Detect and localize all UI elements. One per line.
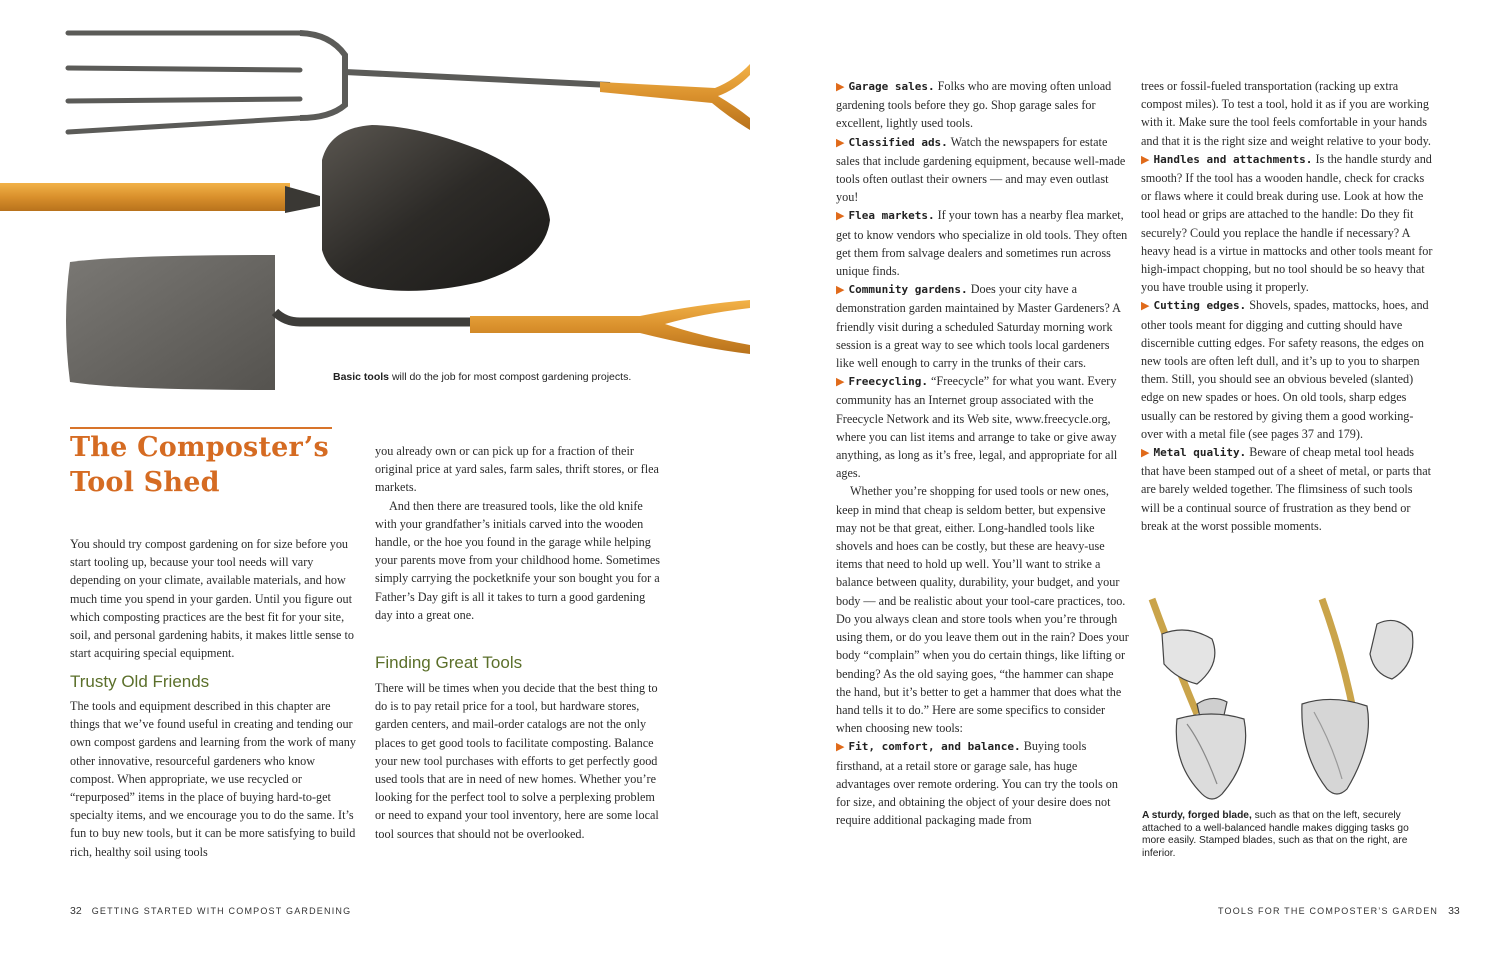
col2-paragraph-2: And then there are treasured tools, like the old knife with your grandfather’s initials carved into the wooden handle, or the hoe you found in the garage while helping your parents move from your childhood home. Sometimes simply carrying the pocketknife your son bought you for a Father’s Day gift is all it takes to turn a good gardening day into a great one. [375, 498, 661, 622]
source-community-gardens: ▶ Community gardens. Does your city have a demonstration garden maintained by Master Gardeners? A friendly visit during a scheduled Saturday morning work session is a great way to see which tools local gardeners like well enough to carry in the trunks of their cars. [836, 282, 1121, 371]
subheading-finding-great-tools: Finding Great Tools [375, 653, 523, 672]
bullet-arrow-icon: ▶ [836, 136, 845, 149]
right-folio [1218, 905, 1470, 917]
bullet-arrow-icon: ▶ [836, 741, 845, 754]
bullet-arrow-icon: ▶ [836, 376, 845, 389]
criterion-metal-quality: ▶ Metal quality. Beware of cheap metal tool heads that have been stamped out of a sheet of metal, or parts that are barely welded together. The flimsiness of such tools will be a continual source of frustration as they bend or break at the worst possible moments. [1141, 445, 1432, 533]
bullet-arrow-icon: ▶ [1141, 447, 1150, 460]
left-folio [60, 905, 351, 917]
page-number-left: 32 [70, 905, 82, 917]
page-number-right: 33 [1448, 905, 1460, 917]
bullet-arrow-icon: ▶ [836, 81, 845, 93]
title-rule [70, 427, 332, 429]
left-column-2-body [375, 679, 665, 843]
running-head-right: TOOLS FOR THE COMPOSTER’S GARDEN [1218, 906, 1439, 916]
forged-shovel-drawing [1152, 599, 1246, 799]
left-column-1-body [70, 697, 360, 861]
fit-continued: trees or fossil-fueled transportation (racking up extra compost miles). To test a tool, hold it as if you are working with it. Make sure the tool feels comfortable in your hands and that it is the right size and weight relative to your body. [1141, 79, 1431, 148]
illustration-caption: A sturdy, forged blade, such as that on the left, securely attached to a well-balanced handle makes digging tasks go more easily. Stamped blades, such as that on the right, are inferior. [1142, 810, 1409, 859]
subheading-trusty-old-friends: Trusty Old Friends [70, 672, 210, 691]
bullet-arrow-icon: ▶ [1141, 300, 1150, 313]
right-column-1 [836, 77, 1129, 829]
bullet-arrow-icon: ▶ [1141, 153, 1150, 166]
section-title: The Composter’s Tool Shed [70, 432, 329, 498]
photo-caption: Basic tools will do the job for most compost gardening projects. [333, 371, 632, 383]
running-head-left: GETTING STARTED WITH COMPOST GARDENING [91, 906, 352, 916]
source-flea-markets: ▶ Flea markets. If your town has a nearby flea market, get to know vendors who specialize in old tools. They often get them from salvage dealers and sometimes run across unique finds. [836, 208, 1128, 279]
right-page [750, 0, 1500, 958]
criterion-handles: ▶ Handles and attachments. Is the handle sturdy and smooth? If the tool has a wooden handle, check for cracks or flaws where it could break during use. Look at how the tool head or grips are attached to the handle: Do they fit securely? Could you replace the handle if necessary? A heavy head is a virtue in mattocks and other tools meant for high-impact chopping, but no tool should be so heavy that you have trouble using it properly. [1141, 151, 1433, 295]
source-classified-ads: ▶ Classified ads. Watch the newspapers for estate sales that include gardening equipment, because well-made tools often outlast their owners — and may even outlast you! [836, 134, 1126, 205]
fork-image [68, 33, 750, 132]
shovel-blades-illustration [1142, 594, 1442, 809]
choosing-paragraph: Whether you’re shopping for used tools or new ones, keep in mind that cheap is seldom better, but expensive may not be that great, either. Long-handled tools like shovels and hoes can be costly, but these are heavy-use items that need to hold up well. You’ll want to strike a balance between quality, durability, your budget, and your body — and be realistic about your tool-care practices, too. Do you always clean and store tools when you’re through using them, or do you leave them out in the rain? Does your body “complain” when you do certain things, like lifting or bending? As the old saying goes, “the hammer can shape the hand, but it’s better to get a hammer that does what the hand tells it to do.” Here are some specifics to consider when choosing new tools: [836, 484, 1129, 736]
intro-paragraph: You should try compost gardening on for size before you start tooling up, because your tool needs will vary depending on your climate, available materials, and how much time you spend in your garden. Until you figure out which composting practices are the best fit for your site, soil, and personal gardening habits, it makes little sense to start acquiring special equipment. [70, 537, 354, 661]
trusty-paragraph: The tools and equipment described in this chapter are things that we’ve found useful in creating and tending our own compost gardens and learning from the work of many other innovative, resourceful gardeners who know compost. When appropriate, we use recycled or “repurposed” items in the place of buying hard-to-get specialty items, and we encourage you to do the same. It’s fun to buy new tools, but it can be more satisfying to build rich, healthy soil using tools [70, 699, 356, 859]
col2-paragraph-1: you already own or can pick up for a fraction of their original price at yard sales, farm sales, thrift stores, or flea markets. [375, 444, 659, 495]
tools-photo [0, 20, 750, 400]
stamped-shovel-drawing [1302, 599, 1413, 794]
left-column-2 [375, 442, 665, 624]
finding-paragraph: There will be times when you decide that the best thing to do is to pay retail price for a tool, but hardware stores, garden centers, and mail-order catalogs are not the only places to get good tools to facilitate composting. Balance your new tool purchases with efforts to get perfectly good used tools that are in need of new homes. Whether you’re looking for the perfect tool to solve a perplexing problem or need to expand your tool inventory, here are some local tool sources that should not be overlooked. [375, 681, 659, 841]
bullet-arrow-icon: ▶ [836, 210, 845, 223]
right-column-2 [1141, 77, 1434, 535]
source-garage-sales: ▶ Garage sales. Folks who are moving often unload gardening tools before they go. Shop garage sales for excellent, lightly used tools. [836, 79, 1112, 131]
bullet-arrow-icon: ▶ [836, 284, 845, 297]
source-freecycling: ▶ Freecycling. “Freecycle” for what you want. Every community has an Internet group associated with the Freecycle Network and its Web site, www.freecycle.org, where you can list items and arrange to take or give away anything, as long as it’s free, legal, and appropriate for all ages. [836, 374, 1118, 481]
left-column-1 [70, 535, 360, 662]
criterion-cutting-edges: ▶ Cutting edges. Shovels, spades, mattocks, hoes, and other tools meant for digging and cutting should have discernible cutting edges. For safety reasons, the edges on new tools are often left dull, and it’s up to you to sharpen them. Still, you should see an obvious beveled (slanted) edge on new spades or hoes. On old tools, sharp edges usually can be restored by giving them a good working-over with a metal file (see pages 37 and 179). [1141, 298, 1429, 441]
criterion-fit-comfort-balance: ▶ Fit, comfort, and balance. Buying tools firsthand, at a retail store or garage sale, has huge advantages over remote ordering. You can try the tools on for size, and obtaining the object of your desire does not require additional packaging made from [836, 739, 1118, 828]
